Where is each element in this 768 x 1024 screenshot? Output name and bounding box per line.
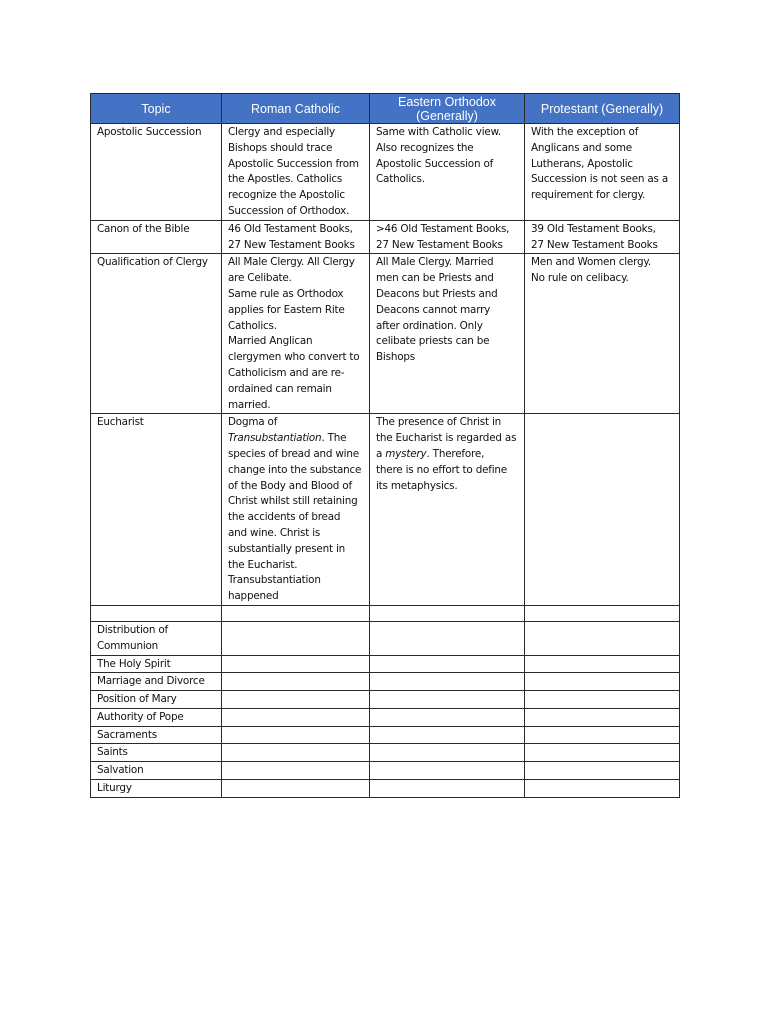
cell-line: Bishops: [376, 351, 415, 364]
cell-line: applies for Eastern Rite: [228, 303, 345, 316]
italic-term: mystery: [385, 447, 427, 460]
cell-line: recognize the Apostolic: [228, 189, 345, 202]
cell-line: species of bread and wine: [228, 447, 359, 460]
header-eastern-orthodox: Eastern Orthodox (Generally): [370, 94, 525, 124]
topic-cell: Saints: [91, 744, 222, 762]
cell-line: Catholicism and are re-: [228, 366, 345, 379]
catholic-cell: [222, 655, 370, 673]
text-run: . The: [321, 432, 347, 445]
cell-line: change into the substance: [228, 463, 362, 476]
orthodox-cell: [370, 673, 525, 691]
catholic-cell: [222, 124, 370, 221]
cell-line: Married Anglican: [228, 335, 313, 348]
header-row: [91, 94, 680, 124]
protestant-cell: [525, 726, 680, 744]
table-row-canon-of-the-bible: [91, 220, 680, 254]
cell-line: Men and Women clergy.: [531, 256, 651, 269]
cell-line: 27 New Testament Books: [228, 238, 355, 251]
header-topic: Topic: [91, 94, 222, 124]
topic-cell: Canon of the Bible: [91, 220, 222, 254]
cell-line: >46 Old Testament Books,: [376, 222, 510, 235]
catholic-cell: [222, 744, 370, 762]
cell-line: the Apostles. Catholics: [228, 173, 343, 186]
topic-cell: Eucharist: [91, 414, 222, 606]
catholic-cell: [222, 414, 370, 606]
protestant-cell: [525, 691, 680, 709]
catholic-cell: [222, 726, 370, 744]
cell-line: Clergy and especially: [228, 126, 336, 138]
cell-line: Succession is not seen as a: [531, 173, 669, 186]
protestant-cell: [525, 605, 680, 621]
cell-line: With the exception of: [531, 126, 639, 138]
topic-cell: Apostolic Succession: [91, 124, 222, 221]
cell-line: celibate priests can be: [376, 335, 490, 348]
cell-line: and wine. Christ is: [228, 526, 321, 539]
catholic-cell: [222, 762, 370, 780]
orthodox-cell: [370, 762, 525, 780]
protestant-cell: [525, 220, 680, 254]
topic-cell: Qualification of Clergy: [91, 254, 222, 414]
table-row: [91, 605, 680, 621]
orthodox-cell: [370, 691, 525, 709]
italic-term: Transubstantiation: [228, 432, 322, 445]
text-run: a: [376, 447, 386, 460]
cell-line: Same rule as Orthodox: [228, 287, 344, 300]
cell-line: married.: [228, 398, 271, 411]
cell-line: Same with Catholic view.: [376, 126, 502, 138]
catholic-cell: [222, 220, 370, 254]
cell-line: clergymen who convert to: [228, 351, 360, 364]
table-row-saints: [91, 744, 680, 762]
cell-line: happened: [228, 590, 279, 603]
table-row-liturgy: [91, 780, 680, 798]
cell-line: after ordination. Only: [376, 319, 483, 332]
cell-line: The presence of Christ in: [376, 416, 502, 429]
cell-line: the Eucharist is regarded as: [376, 432, 517, 445]
orthodox-cell: [370, 254, 525, 414]
table-row-sacraments: [91, 726, 680, 744]
cell-line: Deacons but Priests and: [376, 287, 498, 300]
cell-line: Lutherans, Apostolic: [531, 157, 633, 170]
catholic-cell: [222, 254, 370, 414]
cell-line: Distribution of Communion: [97, 623, 168, 652]
text-run: . Therefore,: [426, 447, 485, 460]
cell-line: men can be Priests and: [376, 272, 494, 285]
topic-cell: Marriage and Divorce: [91, 673, 222, 691]
topic-cell: Authority of Pope: [91, 708, 222, 726]
cell-line: the accidents of bread: [228, 511, 341, 524]
comparison-table: [90, 93, 680, 798]
cell-line: its metaphysics.: [376, 479, 458, 492]
orthodox-cell: [370, 220, 525, 254]
protestant-cell: [525, 673, 680, 691]
topic-cell: [91, 605, 222, 621]
cell-line: Succession of Orthodox.: [228, 204, 350, 217]
protestant-cell: [525, 780, 680, 798]
table-row-authority-of-pope: [91, 708, 680, 726]
cell-line: Catholics.: [376, 173, 425, 186]
topic-cell: Position of Mary: [91, 691, 222, 709]
orthodox-cell: [370, 414, 525, 606]
orthodox-cell: [370, 621, 525, 655]
header-protestant: Protestant (Generally): [525, 94, 680, 124]
cell-line: 39 Old Testament Books,: [531, 222, 656, 235]
table-row-distribution-of-communion: [91, 621, 680, 655]
cell-line: No rule on celibacy.: [531, 272, 629, 285]
protestant-cell: [525, 744, 680, 762]
topic-cell: Salvation: [91, 762, 222, 780]
cell-line: 27 New Testament Books: [376, 238, 503, 251]
orthodox-cell: [370, 124, 525, 221]
cell-line: requirement for clergy.: [531, 189, 646, 202]
protestant-cell: [525, 254, 680, 414]
topic-cell: [91, 621, 222, 655]
table-row-salvation: [91, 762, 680, 780]
table-row-the-holy-spirit: [91, 655, 680, 673]
cell-line: the Eucharist.: [228, 558, 298, 571]
protestant-cell: [525, 621, 680, 655]
cell-line: Anglicans and some: [531, 141, 632, 154]
cell-line: ordained can remain: [228, 382, 332, 395]
orthodox-cell: [370, 726, 525, 744]
protestant-cell: [525, 762, 680, 780]
table-row-qualification-of-clergy: [91, 254, 680, 414]
cell-line: there is no effort to define: [376, 463, 508, 476]
cell-line: All Male Clergy. Married: [376, 256, 494, 269]
protestant-cell: [525, 655, 680, 673]
topic-cell: Sacraments: [91, 726, 222, 744]
table-row-marriage-and-divorce: [91, 673, 680, 691]
cell-line: are Celibate.: [228, 272, 292, 285]
catholic-cell: [222, 691, 370, 709]
cell-line: Also recognizes the: [376, 141, 474, 154]
cell-line: Catholics.: [228, 319, 277, 332]
protestant-cell: [525, 414, 680, 606]
topic-cell: Liturgy: [91, 780, 222, 798]
catholic-cell: [222, 621, 370, 655]
cell-line: [228, 431, 364, 447]
cell-line: Christ whilst still retaining: [228, 495, 358, 508]
cell-line: Transubstantiation: [228, 574, 321, 587]
topic-cell: The Holy Spirit: [91, 655, 222, 673]
orthodox-cell: [370, 655, 525, 673]
orthodox-cell: [370, 605, 525, 621]
cell-line: Deacons cannot marry: [376, 303, 491, 316]
catholic-cell: [222, 605, 370, 621]
protestant-cell: [525, 708, 680, 726]
protestant-cell: [525, 124, 680, 221]
cell-line: 46 Old Testament Books,: [228, 222, 353, 235]
cell-line: [376, 447, 519, 463]
catholic-cell: [222, 708, 370, 726]
orthodox-cell: [370, 708, 525, 726]
table-row-position-of-mary: [91, 691, 680, 709]
catholic-cell: [222, 780, 370, 798]
table-row-eucharist: [91, 414, 680, 606]
orthodox-cell: [370, 744, 525, 762]
cell-line: substantially present in: [228, 542, 346, 555]
header-roman-catholic: Roman Catholic: [222, 94, 370, 124]
cell-line: of the Body and Blood of: [228, 479, 352, 492]
cell-line: Dogma of: [228, 416, 278, 429]
cell-line: Bishops should trace: [228, 141, 333, 154]
table-row-apostolic-succession: [91, 124, 680, 221]
cell-line: Apostolic Succession from: [228, 157, 359, 170]
catholic-cell: [222, 673, 370, 691]
orthodox-cell: [370, 780, 525, 798]
cell-line: All Male Clergy. All Clergy: [228, 256, 355, 269]
cell-line: 27 New Testament Books: [531, 238, 658, 251]
cell-line: Apostolic Succession of: [376, 157, 494, 170]
